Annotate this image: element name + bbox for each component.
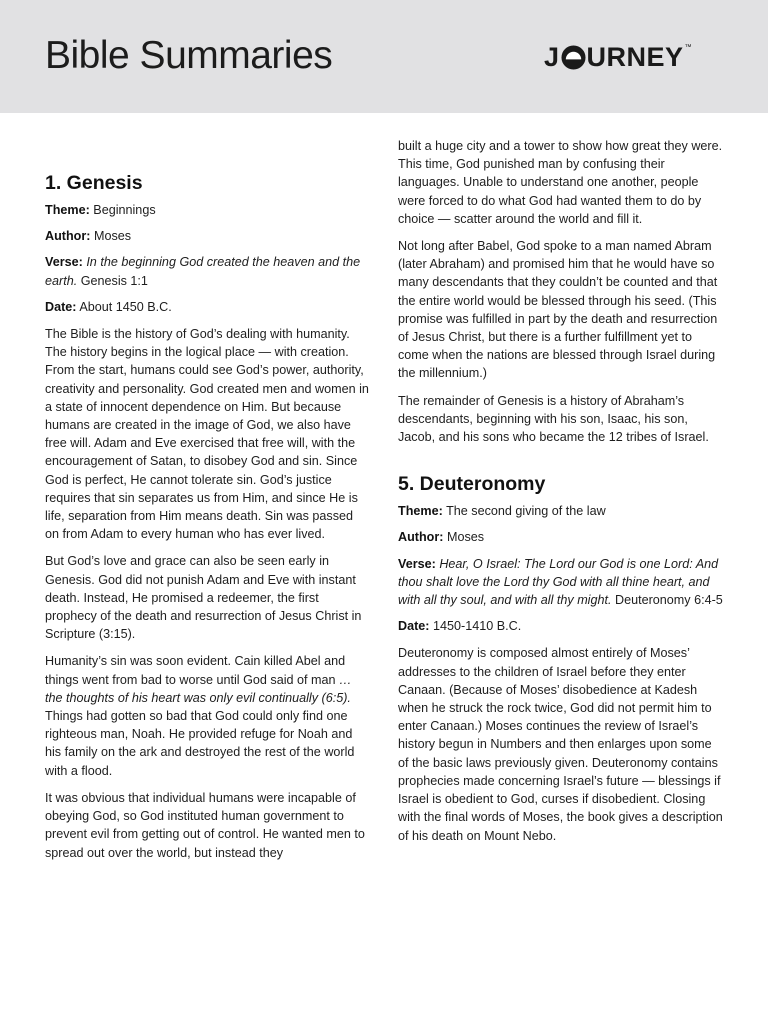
genesis-paragraph-4: It was obvious that individual humans were incapable of obeying God, so God instituted human government to prevent evil from getting out of control. He wanted men to spread out over the world, but instead they <box>45 790 365 860</box>
paragraph-3-intro: Humanity’s sin was soon evident. Cain killed Abel and things went from bad to worse until God said of man <box>45 654 346 687</box>
date-label: Date: <box>45 299 77 314</box>
author-label: Author: <box>45 229 91 244</box>
right-column <box>398 137 723 845</box>
logo-letter-j: J <box>544 41 560 72</box>
genesis-paragraph-4-continued: built a huge city and a tower to show how great they were. This time, God punished man by confusing their languages. Unable to understand one another, people were forced to do what God had wanted them to do by choice — scatter around the world and fill it. <box>398 139 723 226</box>
author-value: Moses <box>93 229 132 244</box>
left-column <box>45 137 370 862</box>
verse-reference: Genesis 1:1 <box>80 273 148 288</box>
page-header <box>0 0 768 113</box>
section-title-deuteronomy: 5. Deuteronomy <box>398 473 546 496</box>
deuteronomy-theme <box>398 502 723 520</box>
date-value: 1450-1410 B.C. <box>433 619 522 634</box>
theme-label: Theme: <box>45 203 90 217</box>
page-title: Bible Summaries <box>45 34 333 77</box>
genesis-paragraph-2: But God’s love and grace can also be seen early in Genesis. God did not punish Adam and Eve with instant death. Instead, He promised a redeemer, the first prophecy of the death and resurrection of Jesus Christ in Scripture (3:15). <box>45 554 362 642</box>
genesis-paragraph-6: The remainder of Genesis is a history of Abraham’s descendants, beginning with his son, Isaac, his son, Jacob, and his sons who became the 12 tribes of Israel. <box>398 393 709 445</box>
verse-text: Hear, O Israel: The Lord our God is one Lord: And thou shalt love the Lord thy God with all thine heart, and with all thy soul, and with all thy might. <box>398 556 719 608</box>
deuteronomy-author <box>398 528 723 546</box>
theme-value: Beginnings <box>93 203 156 217</box>
journey-logo <box>544 40 692 74</box>
paragraph-3-rest: Things had gotten so bad that God could only find one righteous man, Noah. He provided refuge for Noah and his family on the ark and destroyed the rest of the world with a flood. <box>45 709 355 778</box>
genesis-theme <box>45 201 370 219</box>
theme-value: The second giving of the law <box>446 504 606 519</box>
theme-label: Theme: <box>398 504 443 519</box>
date-label: Date: <box>398 619 430 634</box>
genesis-paragraph-5: Not long after Babel, God spoke to a man named Abram (later Abraham) and promised him that he would have so many descendants that they couldn’t be counted and that the entire world would be blessed through his seed. (This promise was fulfilled in part by the death and resurrection of Jesus Christ, but there is a further fulfillment yet to come when the nations are blessed through Israel during the millennium.) <box>398 239 718 381</box>
genesis-paragraph-1: The Bible is the history of God’s dealing with humanity. The history begins in the logical place — with creation. From the start, humans could see God’s power, authority, creativity and personality. God created men and women in a state of innocent dependence on Him. But because humans are created in the image of God, we also have free will. Adam and Eve exercised that free will, with the encouragement of Satan, to disobey God and sin. Since God is perfect, He cannot tolerate sin. God’s justice requires that sin separates us from Him, and since He is life, separation from Him means death. Sin was passed on from Adam to every human who has ever lived. <box>45 327 369 542</box>
logo-o-sunrise-icon <box>561 45 586 70</box>
deuteronomy-date <box>398 617 723 635</box>
genesis-paragraph-3 <box>45 652 370 779</box>
logo-letters-urney: URNEY <box>586 41 684 72</box>
deuteronomy-paragraph-1: Deuteronomy is composed almost entirely of Moses’ addresses to the children of Israel before they enter Canaan. (Because of Moses’ disobedience at Kadesh when he struck the rock twice, God did not permit him to enter Canaan.) Moses continues the review of Israel’s history begun in Numbers and then enlarges upon some of the basic laws previously given. Deuteronomy contains prophecies made concerning Israel’s future — blessings if Israel is obedient to God, curses if disobedient. Closing with the final words of Moses, the book gives a description of his death on Mount Nebo. <box>398 646 723 843</box>
author-label: Author: <box>398 530 444 545</box>
verse-label: Verse: <box>398 556 436 571</box>
verse-text: In the beginning God created the heaven and the earth. <box>45 255 361 288</box>
date-value: About 1450 B.C. <box>79 299 172 314</box>
author-value: Moses <box>446 530 485 545</box>
logo-trademark: ™ <box>684 44 693 51</box>
genesis-date <box>45 298 370 316</box>
verse-reference: Deuteronomy 6:4-5 <box>615 593 723 608</box>
genesis-author <box>45 227 370 245</box>
section-title-genesis: 1. Genesis <box>45 172 143 194</box>
paragraph-3-quote: … the thoughts of his heart was only evil continually (6:5). <box>45 672 352 705</box>
genesis-verse <box>45 253 370 289</box>
deuteronomy-verse <box>398 555 723 610</box>
verse-label: Verse: <box>45 255 83 270</box>
